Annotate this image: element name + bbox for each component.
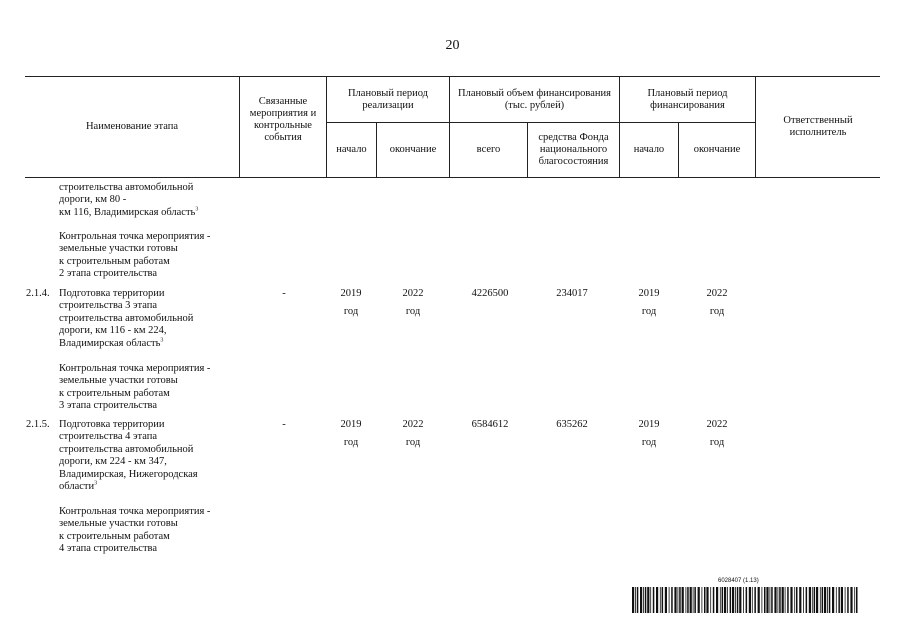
control-point: Контрольная точка мероприятия - земельные участки готовы к строительным работам 4 этапа строительства bbox=[59, 506, 211, 555]
header-fin-fund: средства Фонда национального благосостояния bbox=[538, 132, 609, 167]
header-impl-period: Плановый период реализации bbox=[347, 87, 429, 111]
header-fp-start: начало bbox=[633, 144, 665, 155]
stage-description: Подготовка территории строительства 4 этапа строительства автомобильной дороги, км 224 - км 347, Владимирская, Нижегородская области$^3$ bbox=[59, 419, 198, 493]
impl-start: 2019 год bbox=[340, 419, 362, 448]
finance-total: 4226500 bbox=[471, 288, 509, 299]
header-related: Связанные мероприятия и контрольные события bbox=[249, 96, 317, 143]
related-events: - bbox=[282, 419, 286, 430]
header-fin-total: всего bbox=[476, 144, 501, 155]
header-impl-start: начало bbox=[336, 144, 367, 155]
control-point: Контрольная точка мероприятия - земельные участки готовы к строительным работам 3 этапа строительства bbox=[59, 363, 211, 412]
header-responsible: Ответственный исполнитель bbox=[783, 115, 853, 138]
header-bottom-rule bbox=[25, 177, 880, 178]
impl-start: 2019 год bbox=[340, 288, 362, 317]
barcode-label: 6028407 (1.13) bbox=[718, 578, 759, 584]
impl-end: 2022 год bbox=[402, 288, 424, 317]
header-finance-period: Плановый период финансирования bbox=[647, 87, 728, 111]
header-impl-end: окончание bbox=[389, 144, 437, 155]
related-events: - bbox=[282, 288, 286, 299]
barcode bbox=[632, 587, 858, 613]
row-number: 2.1.4. bbox=[26, 288, 50, 299]
page-number: 20 bbox=[445, 38, 460, 53]
finance-period-start: 2019 год bbox=[638, 288, 660, 317]
header-finance-volume: Плановый объем финансирования (тыс. рублей) bbox=[458, 87, 611, 111]
row-number: 2.1.5. bbox=[26, 419, 50, 430]
continuation-text: строительства автомобильной дороги, км 80 - км 116, Владимирская область$^3$ bbox=[59, 182, 199, 218]
finance-fund: 635262 bbox=[556, 419, 588, 430]
continuation-control-point: Контрольная точка мероприятия - земельные участки готовы к строительным работам 2 этапа строительства bbox=[59, 231, 211, 280]
header-fp-end: окончание bbox=[693, 144, 741, 155]
finance-fund: 234017 bbox=[556, 288, 588, 299]
impl-end: 2022 год bbox=[402, 419, 424, 448]
stage-description: Подготовка территории строительства 3 этапа строительства автомобильной дороги, км 116 - км 224, Владимирская область$^3$ bbox=[59, 288, 194, 349]
finance-period-start: 2019 год bbox=[638, 419, 660, 448]
header-stage-name: Наименование этапа bbox=[85, 121, 179, 132]
finance-period-end: 2022 год bbox=[706, 419, 728, 448]
finance-total: 6584612 bbox=[471, 419, 509, 430]
finance-period-end: 2022 год bbox=[706, 288, 728, 317]
